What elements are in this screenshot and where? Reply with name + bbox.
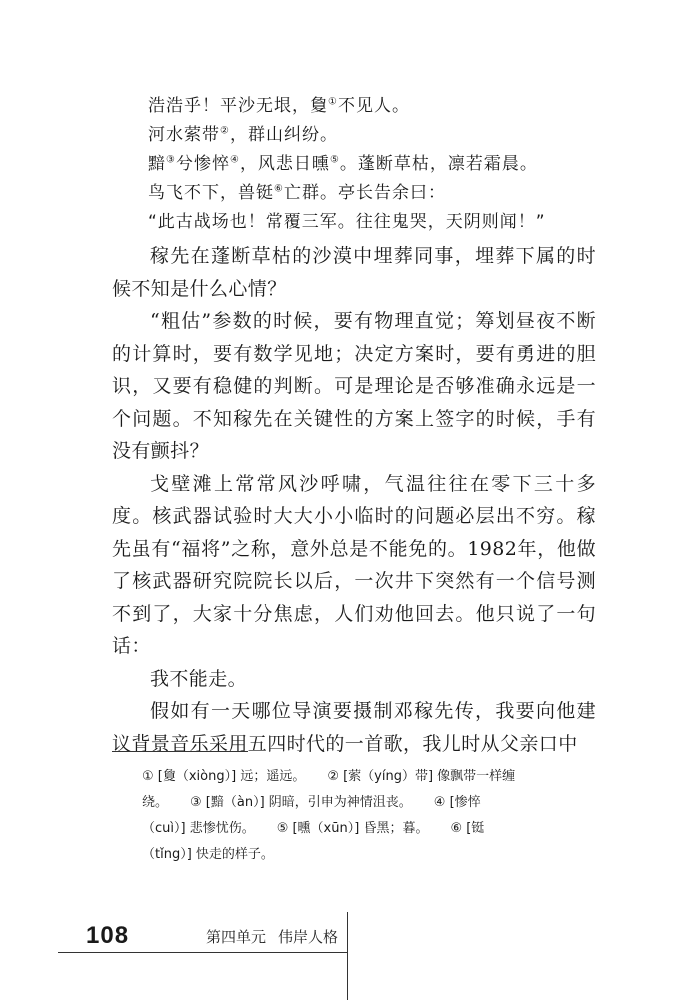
footnote: （cuì）] 悲惨忧伤。 [142,821,255,836]
footnote-marker: ④ [229,154,240,166]
poem-line: 鸟飞不下，兽铤⑥亡群。亭长告余曰： [148,183,446,203]
footnote-line [142,764,596,790]
running-header [206,926,338,947]
poem-line: “此古战场也！常覆三军。往往鬼哭，天阴则闻！” [148,212,546,232]
unit-label: 第四单元 [206,928,267,946]
paragraph: 戈壁滩上常常风沙呼啸，气温往往在零下三十多度。核武器试验时大大小小临时的问题必层出不穷。稼先虽有“福将”之称，意外总是不能免的。1982年，他做了核武器研究院院长以后，一次井下突然有一个信号测不到了，大家十分焦虑，人们劝他回去。他只说了一句话： [112,472,596,657]
paragraph: 假如有一天哪位导演要摄制邓稼先传，我要向他建议背景音乐采用五四时代的一首歌，我儿时从父亲口中 [112,700,596,755]
page-number: 108 [86,922,130,949]
footnote-line [142,790,596,816]
footnote: ① [敻（xiòng）] 远；遥远。 [142,769,306,784]
footnote: ⑥ [铤 [450,821,485,836]
footnote-marker: ⑥ [274,183,284,195]
footnotes [142,764,596,868]
poem-line: 浩浩乎！平沙无垠，敻①不见人。 [148,96,410,116]
footnote: ⑤ [曛（xūn）] 昏黑；暮。 [276,821,429,836]
footnote-marker: ⑤ [329,154,340,166]
paragraph: “粗估”参数的时候，要有物理直觉；筹划昼夜不断的计算时，要有数学见地；决定方案时，要有勇进的胆识，又要有稳健的判断。可是理论是否够准确永远是一个问题。不知稼先在关键性的方案上签字的时候，手有没有颤抖？ [112,310,596,462]
footer-divider [347,912,348,1000]
footnote: ② [萦（yíng）带] 像飘带一样缠 [327,769,516,784]
footnote-marker: ① [328,96,338,108]
poem-line: 河水萦带②，群山纠纷。 [148,125,338,145]
footnote-marker: ③ [166,154,176,166]
classical-poem-quote [148,92,618,237]
footnote: ③ [黯（àn）] 阴暗，引申为神情沮丧。 [190,795,412,810]
footnote-divider [112,751,248,752]
footnote: （tǐng）] 快走的样子。 [142,847,274,862]
footnote-line [142,816,596,842]
footnote-marker: ② [220,125,230,137]
footnote: 绕。 [142,795,169,810]
page-footer [0,912,700,1000]
footer-rule [58,952,348,953]
footnote-line [142,842,596,868]
unit-title: 伟岸人格 [278,928,339,946]
poem-line: 黯③兮惨悴④，风悲日曛⑤。蓬断草枯，凛若霜晨。 [148,154,538,174]
paragraph: 我不能走。 [150,667,248,690]
footnote: ④ [惨悴 [433,795,481,810]
paragraph: 稼先在蓬断草枯的沙漠中埋葬同事，埋葬下属的时候不知是什么心情？ [112,245,596,300]
body-text [112,240,596,760]
